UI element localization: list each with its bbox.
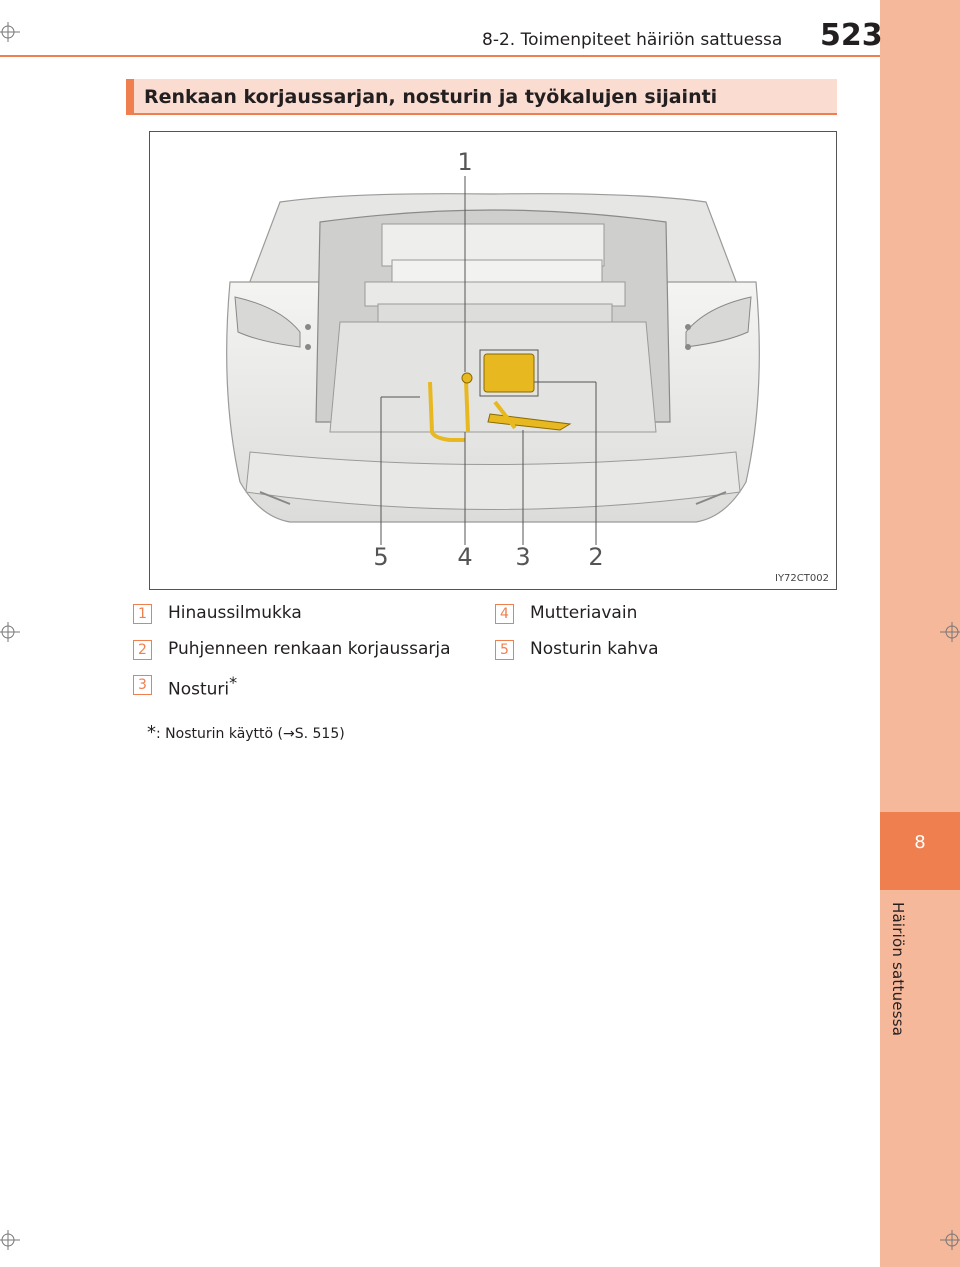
registration-mark-icon bbox=[0, 1228, 24, 1252]
callout-5: 5 bbox=[373, 543, 389, 571]
car-rear-illustration bbox=[150, 132, 836, 589]
registration-mark-icon bbox=[936, 1228, 960, 1252]
chapter-title: Häiriön sattuessa bbox=[889, 902, 907, 1037]
registration-mark-icon bbox=[0, 620, 24, 644]
footnote-asterisk: * bbox=[147, 722, 156, 743]
legend-label-jack-handle: Nosturin kahva bbox=[530, 639, 659, 659]
figure-code: IY72CT002 bbox=[775, 573, 829, 584]
callout-2: 2 bbox=[588, 543, 604, 571]
page-number: 523 bbox=[820, 18, 883, 53]
heading-accent bbox=[126, 79, 134, 115]
footnote-text: : Nosturin käyttö (→S. 515) bbox=[156, 726, 345, 742]
section-title: 8-2. Toimenpiteet häiriön sattuessa bbox=[482, 30, 783, 50]
legend-label-jack-text: Nosturi bbox=[168, 679, 230, 700]
legend-number-3: 3 bbox=[133, 675, 152, 695]
footnote bbox=[147, 722, 345, 743]
chapter-number: 8 bbox=[914, 832, 926, 853]
legend-number-2: 2 bbox=[133, 640, 152, 660]
legend-label-jack bbox=[168, 673, 237, 700]
callout-4: 4 bbox=[457, 543, 473, 571]
registration-mark-icon bbox=[0, 20, 24, 44]
legend-label-wrench: Mutteriavain bbox=[530, 603, 638, 623]
registration-mark-icon bbox=[936, 620, 960, 644]
legend-label-repair-kit: Puhjenneen renkaan korjaussarja bbox=[168, 639, 451, 659]
legend-number-5: 5 bbox=[495, 640, 514, 660]
car-trunk-figure bbox=[149, 131, 837, 590]
header-rule bbox=[0, 55, 880, 57]
legend-number-4: 4 bbox=[495, 604, 514, 624]
callout-1: 1 bbox=[457, 148, 473, 176]
legend-number-1: 1 bbox=[133, 604, 152, 624]
legend-asterisk: * bbox=[229, 673, 238, 692]
callout-3: 3 bbox=[515, 543, 531, 571]
section-heading: Renkaan korjaussarjan, nosturin ja työkalujen sijainti bbox=[144, 86, 718, 108]
legend-label-tow-eye: Hinaussilmukka bbox=[168, 603, 302, 623]
